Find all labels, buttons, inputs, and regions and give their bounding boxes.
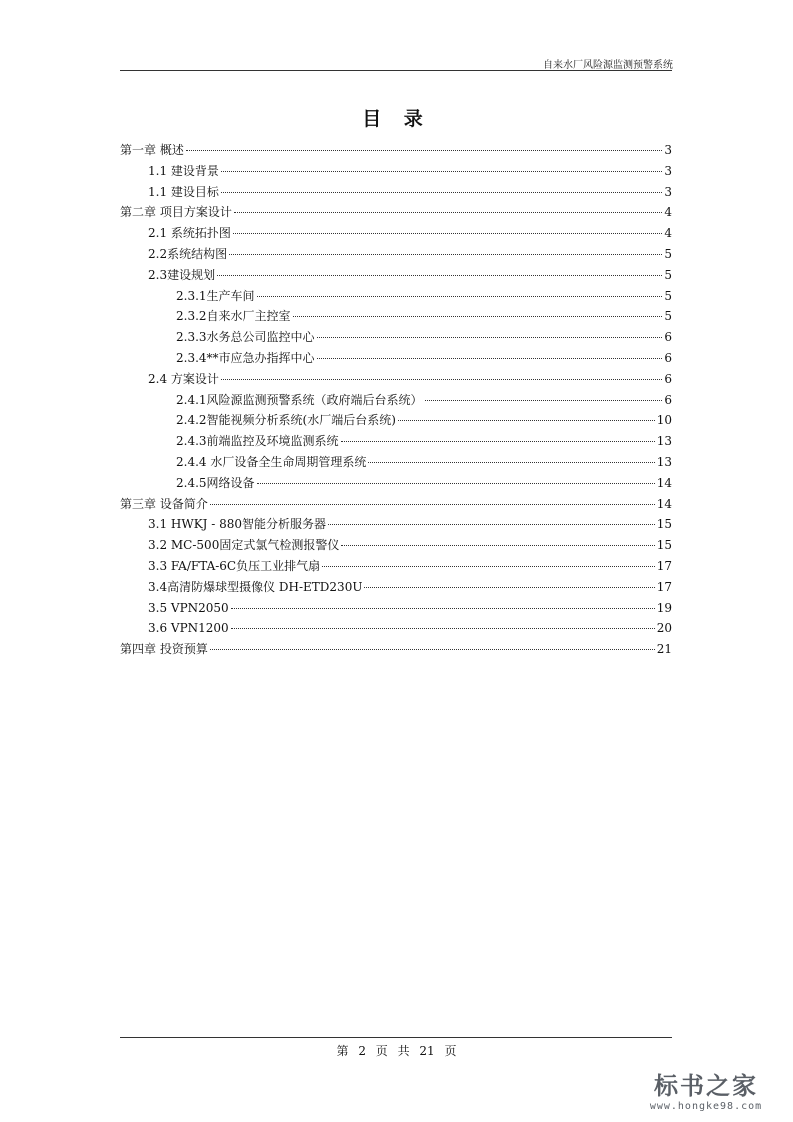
- toc-entry[interactable]: [120, 244, 672, 265]
- toc-leader-dots: [257, 296, 663, 297]
- toc-leader-dots: [341, 441, 655, 442]
- toc-entry-page: 13: [656, 454, 672, 469]
- toc-entry[interactable]: [120, 577, 672, 598]
- toc-entry-page: 14: [656, 475, 672, 490]
- page-footer: 第 2 页 共 21 页: [336, 1044, 457, 1058]
- toc-entry-label: 3.2 MC-500固定式氯气检测报警仪: [148, 538, 340, 553]
- toc-entry-label: 3.6 VPN1200: [148, 621, 229, 636]
- toc-leader-dots: [231, 608, 655, 609]
- toc-leader-dots: [328, 524, 655, 525]
- toc-leader-dots: [364, 587, 654, 588]
- toc-entry-label: 2.4 方案设计: [148, 371, 219, 386]
- toc-entry-label: 2.3.4**市应急办指挥中心: [176, 350, 315, 365]
- toc-entry-page: 6: [664, 392, 672, 407]
- toc-leader-dots: [231, 628, 655, 629]
- toc-entry[interactable]: [120, 140, 672, 161]
- toc-entry-page: 3: [664, 143, 672, 157]
- toc-entry-label: 2.3.1生产车间: [176, 288, 255, 303]
- toc-entry[interactable]: [120, 618, 672, 639]
- toc-entry-label: 3.3 FA/FTA-6C负压工业排气扇: [148, 558, 321, 573]
- toc-leader-dots: [322, 566, 655, 567]
- toc-entry-page: 4: [664, 226, 672, 241]
- toc-entry-label: 2.1 系统拓扑图: [148, 226, 231, 241]
- toc-entry-label: 第四章 投资预算: [120, 642, 208, 657]
- toc-leader-dots: [229, 254, 662, 255]
- toc-entry[interactable]: [120, 348, 672, 369]
- toc-entry[interactable]: [120, 494, 672, 515]
- toc-entry[interactable]: [120, 556, 672, 577]
- toc-leader-dots: [317, 358, 663, 359]
- toc-entry[interactable]: [120, 639, 672, 660]
- toc-entry-label: 3.5 VPN2050: [148, 600, 229, 615]
- toc-entry-label: 2.3.2自来水厂主控室: [176, 309, 291, 324]
- toc-leader-dots: [398, 420, 655, 421]
- toc-leader-dots: [317, 337, 663, 338]
- toc-leader-dots: [221, 192, 662, 193]
- toc-entry[interactable]: [120, 473, 672, 494]
- toc-leader-dots: [425, 400, 663, 401]
- table-of-contents: [120, 140, 672, 660]
- toc-entry[interactable]: [120, 598, 672, 619]
- toc-leader-dots: [368, 462, 654, 463]
- toc-entry-page: 6: [664, 350, 672, 365]
- toc-entry[interactable]: [120, 514, 672, 535]
- toc-leader-dots: [210, 504, 655, 505]
- toc-entry-label: 2.3建设规划: [148, 267, 216, 282]
- toc-leader-dots: [257, 483, 655, 484]
- toc-entry-label: 2.2系统结构图: [148, 246, 228, 261]
- toc-entry-label: 第一章 概述: [120, 143, 184, 157]
- toc-entry-page: 14: [656, 496, 672, 511]
- toc-entry-page: 6: [664, 330, 672, 345]
- toc-entry-label: 1.1 建设目标: [148, 184, 219, 199]
- toc-entry-page: 5: [664, 267, 672, 282]
- toc-leader-dots: [186, 150, 663, 151]
- toc-entry[interactable]: [120, 161, 672, 182]
- toc-entry[interactable]: [120, 390, 672, 411]
- toc-entry[interactable]: [120, 369, 672, 390]
- toc-leader-dots: [293, 316, 663, 317]
- toc-entry-page: 21: [656, 642, 672, 657]
- toc-entry-page: 3: [664, 184, 672, 199]
- toc-entry[interactable]: [120, 452, 672, 473]
- watermark-brand: 标书之家: [654, 1072, 758, 1100]
- watermark-logo: [631, 1066, 781, 1112]
- footer-rule: [120, 1037, 672, 1038]
- toc-entry-label: 3.4高清防爆球型摄像仪 DH-ETD230U: [148, 579, 363, 594]
- toc-entry-label: 1.1 建设背景: [148, 163, 219, 178]
- toc-entry-page: 17: [656, 558, 672, 573]
- toc-entry-label: 2.4.3前端监控及环境监测系统: [176, 434, 339, 449]
- toc-leader-dots: [217, 275, 662, 276]
- toc-leader-dots: [221, 171, 662, 172]
- header-rule: [120, 70, 672, 71]
- toc-entry-label: 第三章 设备简介: [120, 496, 208, 511]
- toc-entry[interactable]: [120, 182, 672, 203]
- toc-entry-label: 3.1 HWKJ - 880智能分析服务器: [148, 517, 327, 532]
- toc-entry[interactable]: [120, 306, 672, 327]
- toc-entry-page: 6: [664, 371, 672, 386]
- toc-entry-page: 20: [656, 621, 672, 636]
- toc-entry-label: 2.4.1风险源监测预警系统（政府端后台系统）: [176, 392, 423, 407]
- toc-entry[interactable]: [120, 223, 672, 244]
- toc-entry-page: 10: [656, 413, 672, 428]
- watermark-url: www.hongke98.com: [649, 1101, 763, 1112]
- toc-entry[interactable]: [120, 265, 672, 286]
- toc-entry[interactable]: [120, 431, 672, 452]
- toc-entry-page: 15: [656, 538, 672, 553]
- toc-entry-page: 5: [664, 246, 672, 261]
- toc-entry-page: 4: [664, 205, 672, 220]
- toc-entry[interactable]: [120, 286, 672, 307]
- toc-entry[interactable]: [120, 535, 672, 556]
- toc-entry-page: 17: [656, 579, 672, 594]
- toc-leader-dots: [234, 212, 663, 213]
- toc-entry[interactable]: [120, 410, 672, 431]
- toc-entry-page: 3: [664, 163, 672, 178]
- toc-entry-page: 5: [664, 288, 672, 303]
- toc-title: 目 录: [362, 108, 431, 130]
- toc-leader-dots: [221, 379, 662, 380]
- toc-leader-dots: [341, 545, 654, 546]
- toc-entry-label: 2.4.5网络设备: [176, 475, 255, 490]
- toc-entry-page: 15: [656, 517, 672, 532]
- toc-leader-dots: [233, 233, 662, 234]
- toc-entry-label: 第二章 项目方案设计: [120, 205, 232, 220]
- toc-entry-page: 5: [664, 309, 672, 324]
- toc-entry-page: 19: [656, 600, 672, 615]
- toc-entry-label: 2.4.4 水厂设备全生命周期管理系统: [176, 454, 367, 469]
- toc-entry-label: 2.4.2智能视频分析系统(水厂端后台系统): [176, 413, 396, 428]
- toc-entry[interactable]: [120, 202, 672, 223]
- toc-entry-page: 13: [656, 434, 672, 449]
- toc-leader-dots: [210, 649, 655, 650]
- running-header: 自来水厂风险源监测预警系统: [543, 60, 673, 71]
- toc-entry-label: 2.3.3水务总公司监控中心: [176, 330, 315, 345]
- toc-entry[interactable]: [120, 327, 672, 348]
